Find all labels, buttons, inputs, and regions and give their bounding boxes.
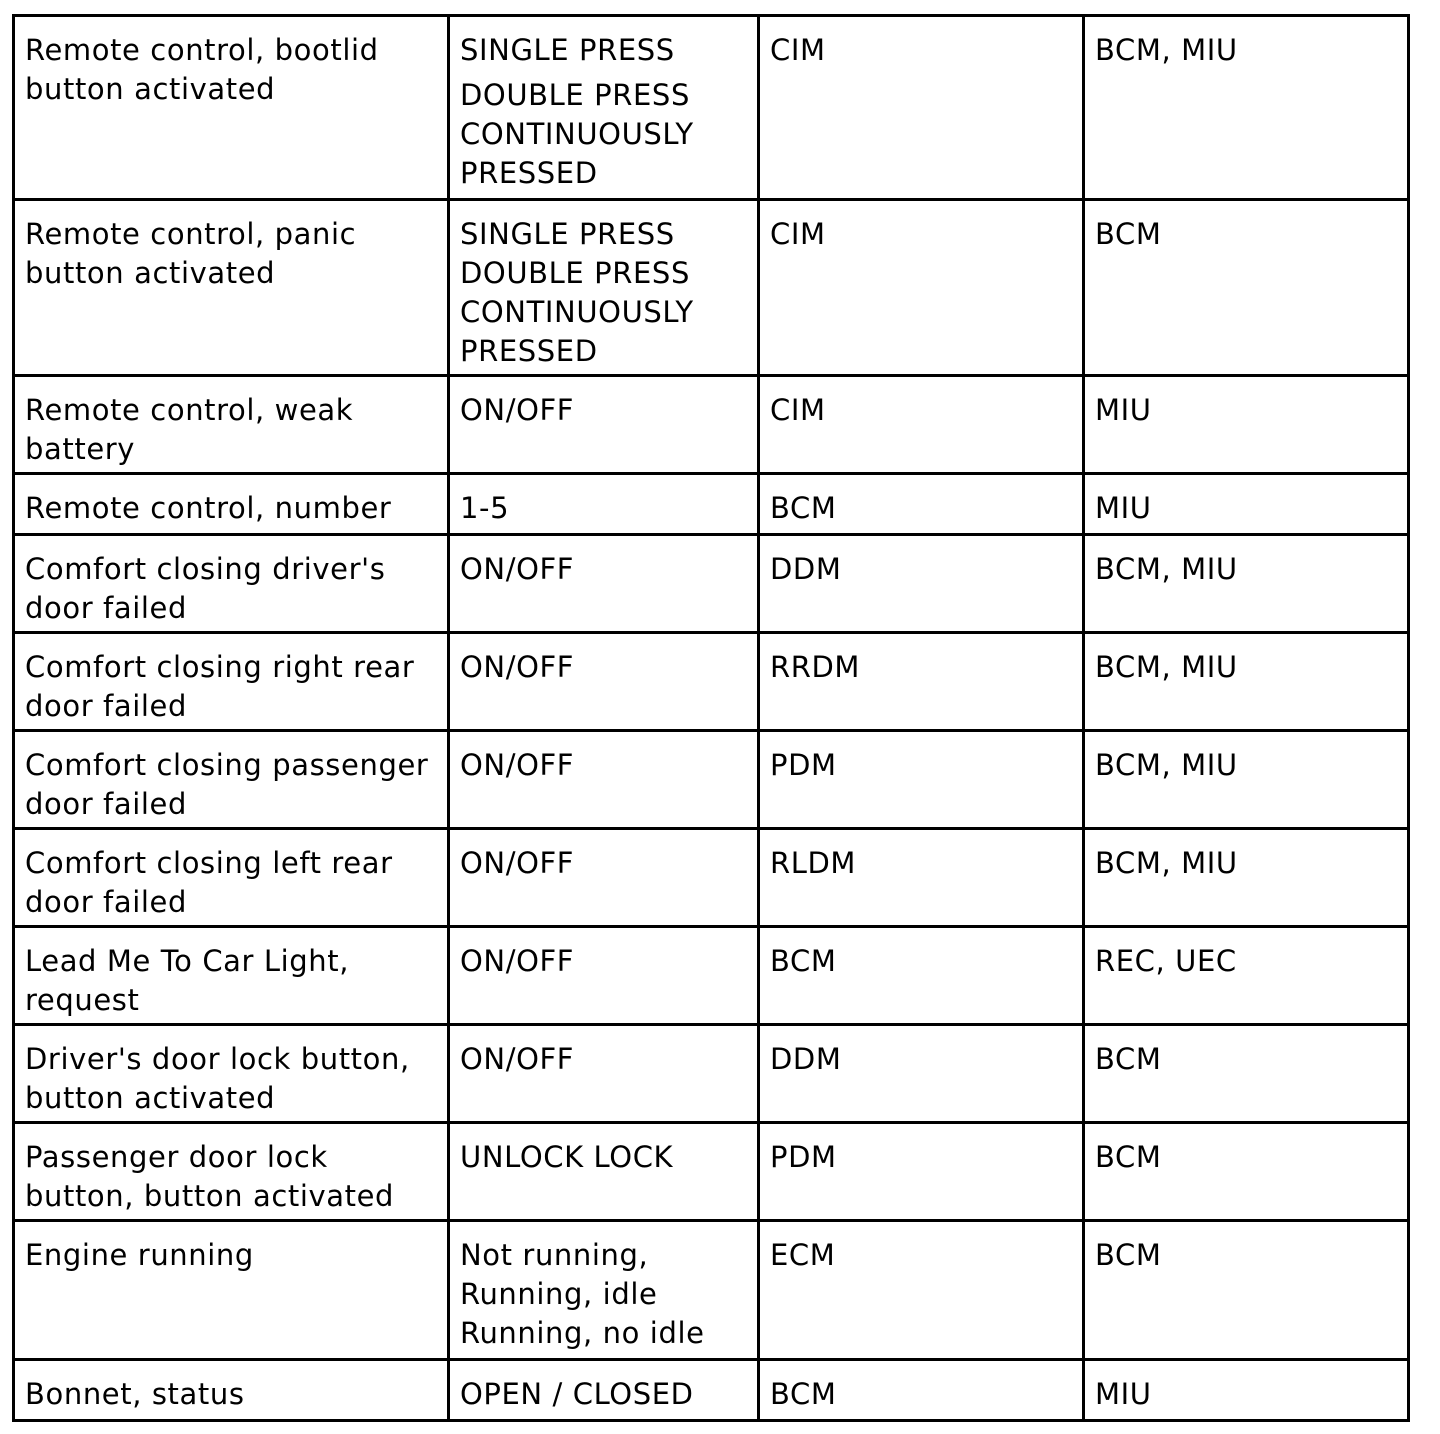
signal-name: Comfort closing right rear door failed bbox=[25, 650, 415, 723]
signal-name: Remote control, panic button activated bbox=[25, 217, 357, 290]
receivers-cell bbox=[1084, 927, 1409, 1025]
receivers-cell bbox=[1084, 474, 1409, 535]
sender-cell bbox=[759, 1360, 1084, 1421]
receiver-modules: BCM, MIU bbox=[1095, 650, 1238, 684]
signal-name-cell bbox=[14, 633, 449, 731]
signal-name-cell bbox=[14, 200, 449, 376]
signal-values-cell bbox=[449, 1360, 759, 1421]
signal-name-cell bbox=[14, 1123, 449, 1221]
signal-value: Not running, Running, idle Running, no idle bbox=[460, 1238, 705, 1350]
table-row bbox=[14, 200, 1409, 376]
sender-module: BCM bbox=[770, 1377, 837, 1411]
signal-value: ON/OFF bbox=[460, 846, 575, 880]
signal-name-cell bbox=[14, 16, 449, 200]
signal-name: Remote control, weak battery bbox=[25, 393, 354, 466]
receiver-modules: BCM bbox=[1095, 1140, 1162, 1174]
sender-module: CIM bbox=[770, 33, 826, 67]
table-row bbox=[14, 1123, 1409, 1221]
signal-values-cell bbox=[449, 376, 759, 474]
signal-name-cell bbox=[14, 1025, 449, 1123]
sender-module: RRDM bbox=[770, 650, 861, 684]
signal-name-cell bbox=[14, 535, 449, 633]
sender-module: BCM bbox=[770, 491, 837, 525]
receivers-cell bbox=[1084, 1360, 1409, 1421]
table-row bbox=[14, 1025, 1409, 1123]
sender-module: ECM bbox=[770, 1238, 836, 1272]
sender-module: BCM bbox=[770, 944, 837, 978]
signal-values-cell bbox=[449, 1221, 759, 1360]
table-row bbox=[14, 1221, 1409, 1360]
signal-name: Lead Me To Car Light, request bbox=[25, 944, 350, 1017]
signal-value: ON/OFF bbox=[460, 748, 575, 782]
signal-value: 1-5 bbox=[460, 491, 510, 525]
sender-module: PDM bbox=[770, 748, 837, 782]
sender-cell bbox=[759, 731, 1084, 829]
signal-name-cell bbox=[14, 927, 449, 1025]
receivers-cell bbox=[1084, 535, 1409, 633]
signal-name: Comfort closing left rear door failed bbox=[25, 846, 393, 919]
sender-cell bbox=[759, 535, 1084, 633]
signal-table bbox=[12, 14, 1410, 1422]
receivers-cell bbox=[1084, 731, 1409, 829]
signal-values-cell bbox=[449, 633, 759, 731]
signal-name: Remote control, bootlid button activated bbox=[25, 33, 379, 106]
signal-name-cell bbox=[14, 1360, 449, 1421]
signal-value: ON/OFF bbox=[460, 1042, 575, 1076]
signal-value: ON/OFF bbox=[460, 944, 575, 978]
table-row bbox=[14, 16, 1409, 200]
sender-module: CIM bbox=[770, 217, 826, 251]
table-row bbox=[14, 829, 1409, 927]
table-row bbox=[14, 535, 1409, 633]
receiver-modules: BCM, MIU bbox=[1095, 748, 1238, 782]
signal-value: SINGLE PRESS DOUBLE PRESS CONTINUOUSLY PRESSED bbox=[460, 217, 694, 368]
table-row bbox=[14, 731, 1409, 829]
receivers-cell bbox=[1084, 200, 1409, 376]
signal-value: DOUBLE PRESS CONTINUOUSLY PRESSED bbox=[460, 78, 694, 190]
receiver-modules: BCM, MIU bbox=[1095, 552, 1238, 586]
sender-cell bbox=[759, 376, 1084, 474]
receiver-modules: BCM bbox=[1095, 1238, 1162, 1272]
sender-module: PDM bbox=[770, 1140, 837, 1174]
receiver-modules: BCM bbox=[1095, 217, 1162, 251]
signal-name-cell bbox=[14, 474, 449, 535]
receiver-modules: BCM bbox=[1095, 1042, 1162, 1076]
table-row bbox=[14, 633, 1409, 731]
sender-cell bbox=[759, 16, 1084, 200]
signal-values-cell bbox=[449, 16, 759, 200]
signal-value: OPEN / CLOSED bbox=[460, 1377, 694, 1411]
receiver-modules: BCM, MIU bbox=[1095, 33, 1238, 67]
signal-name: Driver's door lock button, button activated bbox=[25, 1042, 410, 1115]
signal-name: Comfort closing driver's door failed bbox=[25, 552, 386, 625]
sender-module: CIM bbox=[770, 393, 826, 427]
receivers-cell bbox=[1084, 633, 1409, 731]
signal-values-cell bbox=[449, 829, 759, 927]
signal-values-cell bbox=[449, 474, 759, 535]
receivers-cell bbox=[1084, 1221, 1409, 1360]
receiver-modules: MIU bbox=[1095, 491, 1152, 525]
signal-name: Remote control, number bbox=[25, 491, 392, 525]
signal-name-cell bbox=[14, 731, 449, 829]
receiver-modules: MIU bbox=[1095, 393, 1152, 427]
signal-value: ON/OFF bbox=[460, 650, 575, 684]
signal-name-cell bbox=[14, 376, 449, 474]
table-row bbox=[14, 376, 1409, 474]
sender-cell bbox=[759, 829, 1084, 927]
signal-name: Bonnet, status bbox=[25, 1377, 245, 1411]
signal-values-cell bbox=[449, 1025, 759, 1123]
sender-cell bbox=[759, 474, 1084, 535]
signal-name-cell bbox=[14, 829, 449, 927]
signal-values-cell bbox=[449, 927, 759, 1025]
sender-module: RLDM bbox=[770, 846, 857, 880]
sender-cell bbox=[759, 633, 1084, 731]
sender-cell bbox=[759, 1123, 1084, 1221]
receiver-modules: REC, UEC bbox=[1095, 944, 1237, 978]
sender-module: DDM bbox=[770, 552, 842, 586]
signal-values-cell bbox=[449, 731, 759, 829]
signal-values-cell bbox=[449, 200, 759, 376]
signal-name-cell bbox=[14, 1221, 449, 1360]
receivers-cell bbox=[1084, 16, 1409, 200]
table-row bbox=[14, 927, 1409, 1025]
sender-module: DDM bbox=[770, 1042, 842, 1076]
receiver-modules: BCM, MIU bbox=[1095, 846, 1238, 880]
signal-value: SINGLE PRESS bbox=[460, 33, 675, 67]
signal-values-cell bbox=[449, 1123, 759, 1221]
sender-cell bbox=[759, 927, 1084, 1025]
signal-value: ON/OFF bbox=[460, 393, 575, 427]
receiver-modules: MIU bbox=[1095, 1377, 1152, 1411]
signal-value: UNLOCK LOCK bbox=[460, 1140, 674, 1174]
sender-cell bbox=[759, 1025, 1084, 1123]
signal-name: Engine running bbox=[25, 1238, 254, 1272]
sender-cell bbox=[759, 200, 1084, 376]
table-row bbox=[14, 474, 1409, 535]
signal-name: Comfort closing passenger door failed bbox=[25, 748, 429, 821]
receivers-cell bbox=[1084, 376, 1409, 474]
table-row bbox=[14, 1360, 1409, 1421]
signal-values-cell bbox=[449, 535, 759, 633]
receivers-cell bbox=[1084, 1123, 1409, 1221]
signal-value: ON/OFF bbox=[460, 552, 575, 586]
sender-cell bbox=[759, 1221, 1084, 1360]
signal-name: Passenger door lock button, button activated bbox=[25, 1140, 395, 1213]
receivers-cell bbox=[1084, 1025, 1409, 1123]
receivers-cell bbox=[1084, 829, 1409, 927]
